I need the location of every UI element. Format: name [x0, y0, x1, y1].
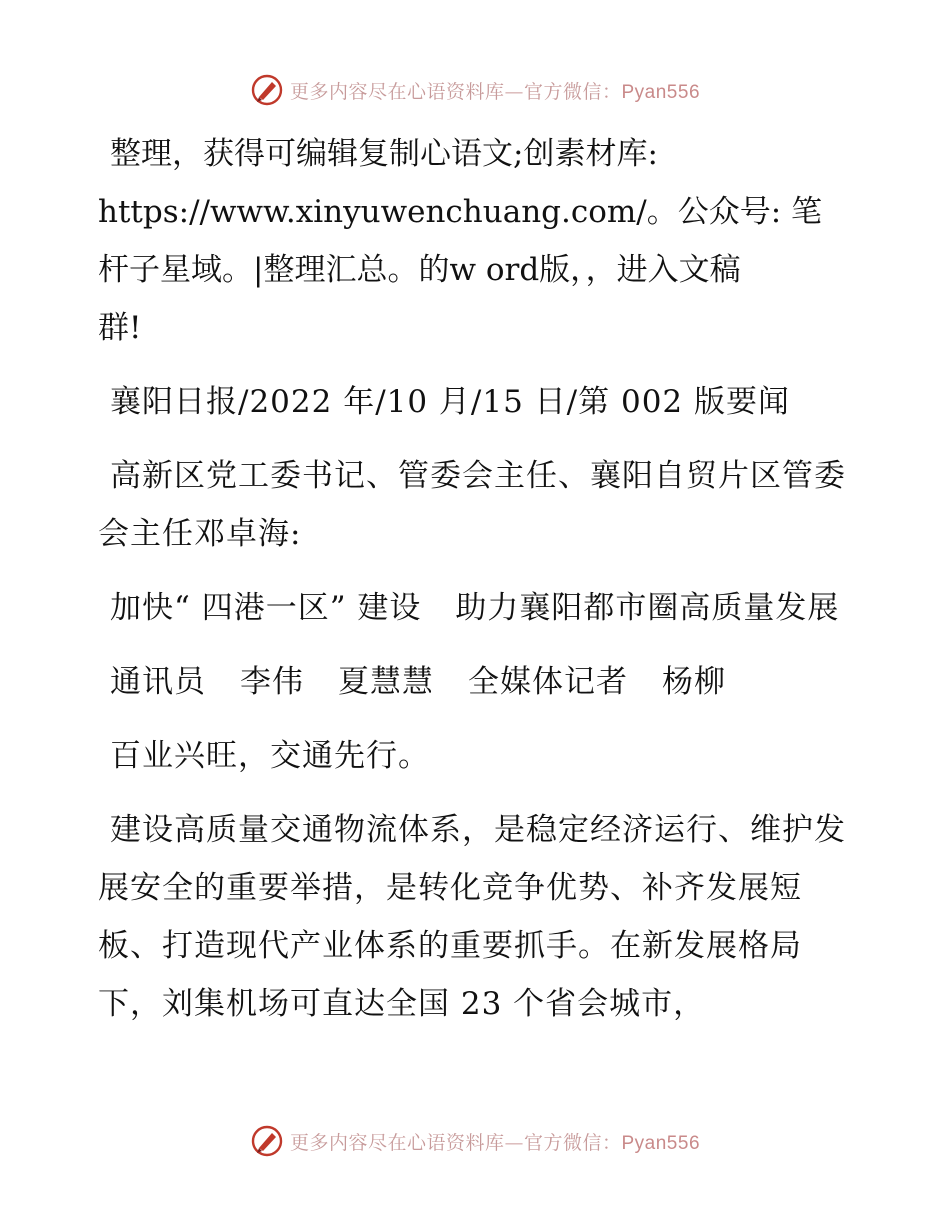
header-banner — [0, 70, 950, 110]
header-wechat-label: 官方微信： — [523, 80, 622, 103]
intro-line-2: https://www.xinyuwenchuang.com/。公众号: 笔 — [98, 194, 823, 230]
footer-wechat-id: Pyan556 — [621, 1132, 701, 1154]
footer-wechat-label: 官方微信： — [523, 1131, 622, 1154]
header-banner-separator: — — [504, 80, 524, 103]
header-banner-text — [290, 77, 700, 104]
intro-line-4: 群! — [98, 310, 142, 346]
author-title: 高新区党工委书记、管委会主任、襄阳自贸片区管委会主任邓卓海: — [98, 458, 846, 552]
intro-line-1: 整理，获得可编辑复制心语文;创素材库: — [110, 136, 658, 172]
intro-line-3: 杆子星域。|整理汇总。的w ord版，，进入文稿 — [98, 252, 741, 288]
header-wechat-id: Pyan556 — [621, 81, 701, 103]
footer-banner-separator: — — [504, 1131, 524, 1154]
pen-logo-icon — [250, 73, 284, 107]
header-banner-title: 更多内容尽在心语资料库 — [289, 80, 505, 103]
pen-logo-icon — [250, 1124, 284, 1158]
intro-paragraph — [98, 125, 858, 357]
document-body — [98, 125, 858, 1049]
byline — [98, 653, 858, 711]
headline — [98, 579, 858, 637]
byline-name-1: 李伟 — [240, 664, 304, 700]
byline-role-2: 全媒体记者 — [468, 664, 628, 700]
footer-banner-title: 更多内容尽在心语资料库 — [289, 1131, 505, 1154]
byline-name-3: 杨柳 — [662, 664, 726, 700]
byline-name-2: 夏慧慧 — [338, 664, 434, 700]
headline-part-2: 助力襄阳都市圈高质量发展 — [455, 590, 840, 626]
footer-banner — [0, 1121, 950, 1161]
headline-part-1: 加快“ 四港一区” 建设 — [110, 590, 422, 626]
body-paragraph: 建设高质量交通物流体系，是稳定经济运行、维护发展安全的重要举措，是转化竞争优势、补齐发展短板、打造现代产业体系的重要抓手。在新发展格局下，刘集机场可直达全国 23 个省会城市， — [98, 812, 846, 1022]
footer-banner-text — [290, 1128, 700, 1155]
source-line: 襄阳日报/2022 年/10 月/15 日/第 002 版要闻 — [110, 384, 791, 420]
byline-role-1: 通讯员 — [110, 664, 206, 700]
lead-paragraph: 百业兴旺，交通先行。 — [110, 738, 430, 774]
